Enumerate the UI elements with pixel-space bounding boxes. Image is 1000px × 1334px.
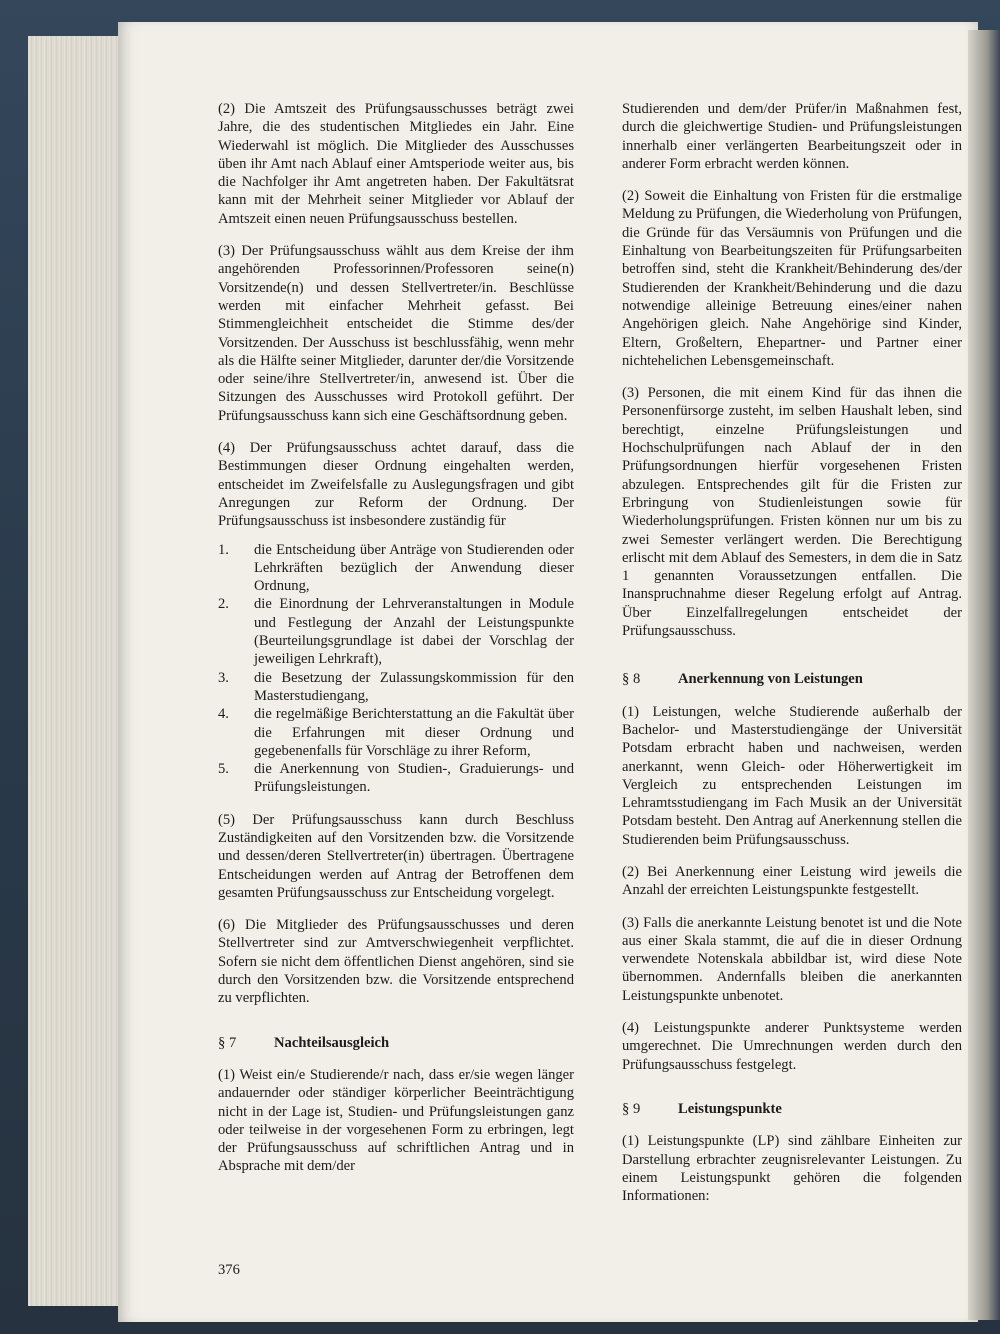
right-text-column <box>622 100 962 1219</box>
paragraph-5: (5) Der Prüfungsausschuss kann durch Beschluss Zuständigkeiten auf den Vorsitzenden bzw. die Vorsitzende und dessen/deren Stellvertreter(in) übertragen. Übertragene Entscheidungen werden auf Antrag der Betroffenen dem gesamten Prüfungsausschuss zur Entscheidung vorgelegt. <box>218 811 574 901</box>
paragraph-4: (4) Der Prüfungsausschuss achtet darauf, dass die Bestimmungen dieser Ordnung eingehalten werden, entscheidet im Zweifelsfalle zu Auslegungsfragen und gibt Anregungen zur Reform der Ordnung. Der Prüfungsausschuss ist insbesondere zuständig für <box>218 440 574 530</box>
list-item: 3. die Besetzung der Zulassungskommission für den Masterstudiengang, <box>218 669 574 704</box>
page-number: 376 <box>218 1262 240 1278</box>
list-item: 2. die Einordnung der Lehrveranstaltungen in Module und Festlegung der Anzahl der Leistungspunkte (Beurteilungsgrundlage ist dabei der Vorschlag der jeweiligen Lehrkraft), <box>218 596 574 668</box>
left-text-column <box>218 100 574 1190</box>
section-7-heading <box>218 1034 574 1052</box>
list-item: 1. die Entscheidung über Anträge von Studierenden oder Lehrkräften bezüglich der Anwendung dieser Ordnung, <box>218 541 574 595</box>
section-8-paragraph-4: (4) Leistungspunkte anderer Punktsysteme werden umgerechnet. Die Umrechnungen werden durch den Prüfungsausschuss festgelegt. <box>622 1020 962 1073</box>
list-item: 5. die Anerkennung von Studien-, Graduierungs- und Prüfungsleistungen. <box>218 761 574 796</box>
paragraph-2: (2) Die Amtszeit des Prüfungsausschusses beträgt zwei Jahre, die des studentischen Mitgliedes ein Jahr. Eine Wiederwahl ist möglich. Die Mitglieder des Ausschusses üben ihr Amt nach Ablauf einer Amtsperiode weiter aus, bis die Nachfolger ihr Amt angetreten haben. Der Fakultätsrat kann mit der Mehrheit seiner Mitglieder vor Ablauf der Amtszeit einen neuen Prüfungsausschuss bestellen. <box>218 101 574 227</box>
section-8-paragraph-1: (1) Leistungen, welche Studierende außerhalb der Bachelor- und Masterstudiengänge der Universität Potsdam erbracht haben und nachweisen, werden anerkannt, wenn Gleich- oder Höherwertigkeit im Vergleich zu entsprechenden Leistungen im Lehramtsstudiengang im Fach Musik an der Universität Potsdam besteht. Den Antrag auf Anerkennung stellen die Studierenden beim Prüfungsausschuss. <box>622 703 962 848</box>
section-8-paragraph-2: (2) Bei Anerkennung einer Leistung wird jeweils die Anzahl der erreichten Leistungspunkte festgestellt. <box>622 863 962 899</box>
continued-paragraph: Studierenden und dem/der Prüfer/in Maßnahmen fest, durch die gleichwertige Studien- und Prüfungsleistungen innerhalb einer verlängerten Bearbeitungszeit oder in anderer Form erbracht werden können. <box>622 101 962 172</box>
responsibility-list <box>218 541 574 797</box>
section-title: Leistungspunkte <box>678 1100 782 1117</box>
section-7-paragraph-1: (1) Weist ein/e Studierende/r nach, dass er/sie wegen länger andauernder oder ständiger körperlicher Beeinträchtigung nicht in der Lage ist, Studien- und Prüfungsleistungen ganz oder teilweise in der vorgesehenen Form zu erbringen, legt der Prüfungsausschuss auf schriftlichen Antrag und in Absprache mit dem/der <box>218 1066 574 1175</box>
page-fold-edge <box>968 30 1000 1320</box>
section-title: Anerkennung von Leistungen <box>678 671 863 688</box>
paragraph-6: (6) Die Mitglieder des Prüfungsausschusses und deren Stellvertreter sind zur Amtverschwiegenheit verpflichtet. Sofern sie nicht dem öffentlichen Dienst angehören, sind sie durch den Vorsitzenden bzw. die Vorsitzende entsprechend zu verpflichten. <box>218 917 574 1007</box>
paragraph-3: (3) Personen, die mit einem Kind für das ihnen die Personenfürsorge zusteht, im selben Haushalt leben, sind berechtigt, einzelne Prüfungsleistungen und Hochschulprüfungen nach Ablauf der in den Prüfungsordnungen hierfür vorgesehenen Fristen abzulegen. Entsprechendes gilt für die Fristen zur Erbringung von Studienleistungen sowie für Wiederholungsprüfungen. Fristen können nur um bis zu zwei Semester verlängert werden. Die Berechtigung erlischt mit dem Ablauf des Semesters, in dem die in Satz 1 genannten Voraussetzungen entfallen. Die Inanspruchnahme dieser Regelung erfolgt auf Antrag. Über Einzelfallregelungen entscheidet der Prüfungsausschuss. <box>622 385 962 640</box>
section-8-paragraph-3: (3) Falls die anerkannte Leistung benotet ist und die Note aus einer Skala stammt, die auf die in dieser Ordnung verwendete Notenskala abbildbar ist, wird diese Note übernommen. Andernfalls bleiben die anerkannten Leistungspunkte unbenotet. <box>622 914 962 1004</box>
section-title: Nachteilsausgleich <box>274 1034 390 1051</box>
section-9-paragraph-1: (1) Leistungspunkte (LP) sind zählbare Einheiten zur Darstellung erbrachter zeugnisrelevanter Leistungen. Zu einem Leistungspunkt gehören die folgenden Informationen: <box>622 1133 962 1205</box>
section-number: § 7 <box>218 1034 237 1051</box>
paragraph-2: (2) Soweit die Einhaltung von Fristen für die erstmalige Meldung zu Prüfungen, die Wiederholung von Prüfungen, die Gründe für das Versäumnis von Prüfungen und die Einhaltung von Bearbeitungszeiten für Prüfungsarbeiten betroffen sind, steht die Krankheit/Behinderung des/der Studierenden der Krankheit/Behinderung und die dazu notwendige alleinige Betreuung eines/einer nahen Angehörigen gleich. Nahe Angehörige sind Kinder, Eltern, Großeltern, Ehepartner- und Partner einer nichtehelichen Lebensgemeinschaft. <box>622 188 962 369</box>
section-number: § 9 <box>622 1100 641 1117</box>
section-8-heading <box>622 670 962 688</box>
list-item: 4. die regelmäßige Berichterstattung an die Fakultät über die Erfahrungen mit dieser Ordnung und gegebenenfalls für Vorschläge zu ihrer Reform, <box>218 706 574 759</box>
section-9-heading <box>622 1100 962 1118</box>
paragraph-3: (3) Der Prüfungsausschuss wählt aus dem Kreise der ihm angehörenden Professorinnen/Professoren seine(n) Vorsitzende(n) und dessen Stellvertreter/in. Beschlüsse werden mit einfacher Mehrheit gefasst. Bei Stimmengleichheit entscheidet die Stimme des/der Vorsitzenden. Der Ausschuss ist beschlussfähig, wenn mehr als die Hälfte seiner Mitglieder, darunter der/die Vorsitzende oder seine/ihre Stellvertreter/in, anwesend ist. Über die Sitzungen des Ausschusses wird Protokoll geführt. Der Prüfungsausschuss kann sich eine Geschäftsordnung geben. <box>218 243 574 424</box>
section-number: § 8 <box>622 671 641 688</box>
